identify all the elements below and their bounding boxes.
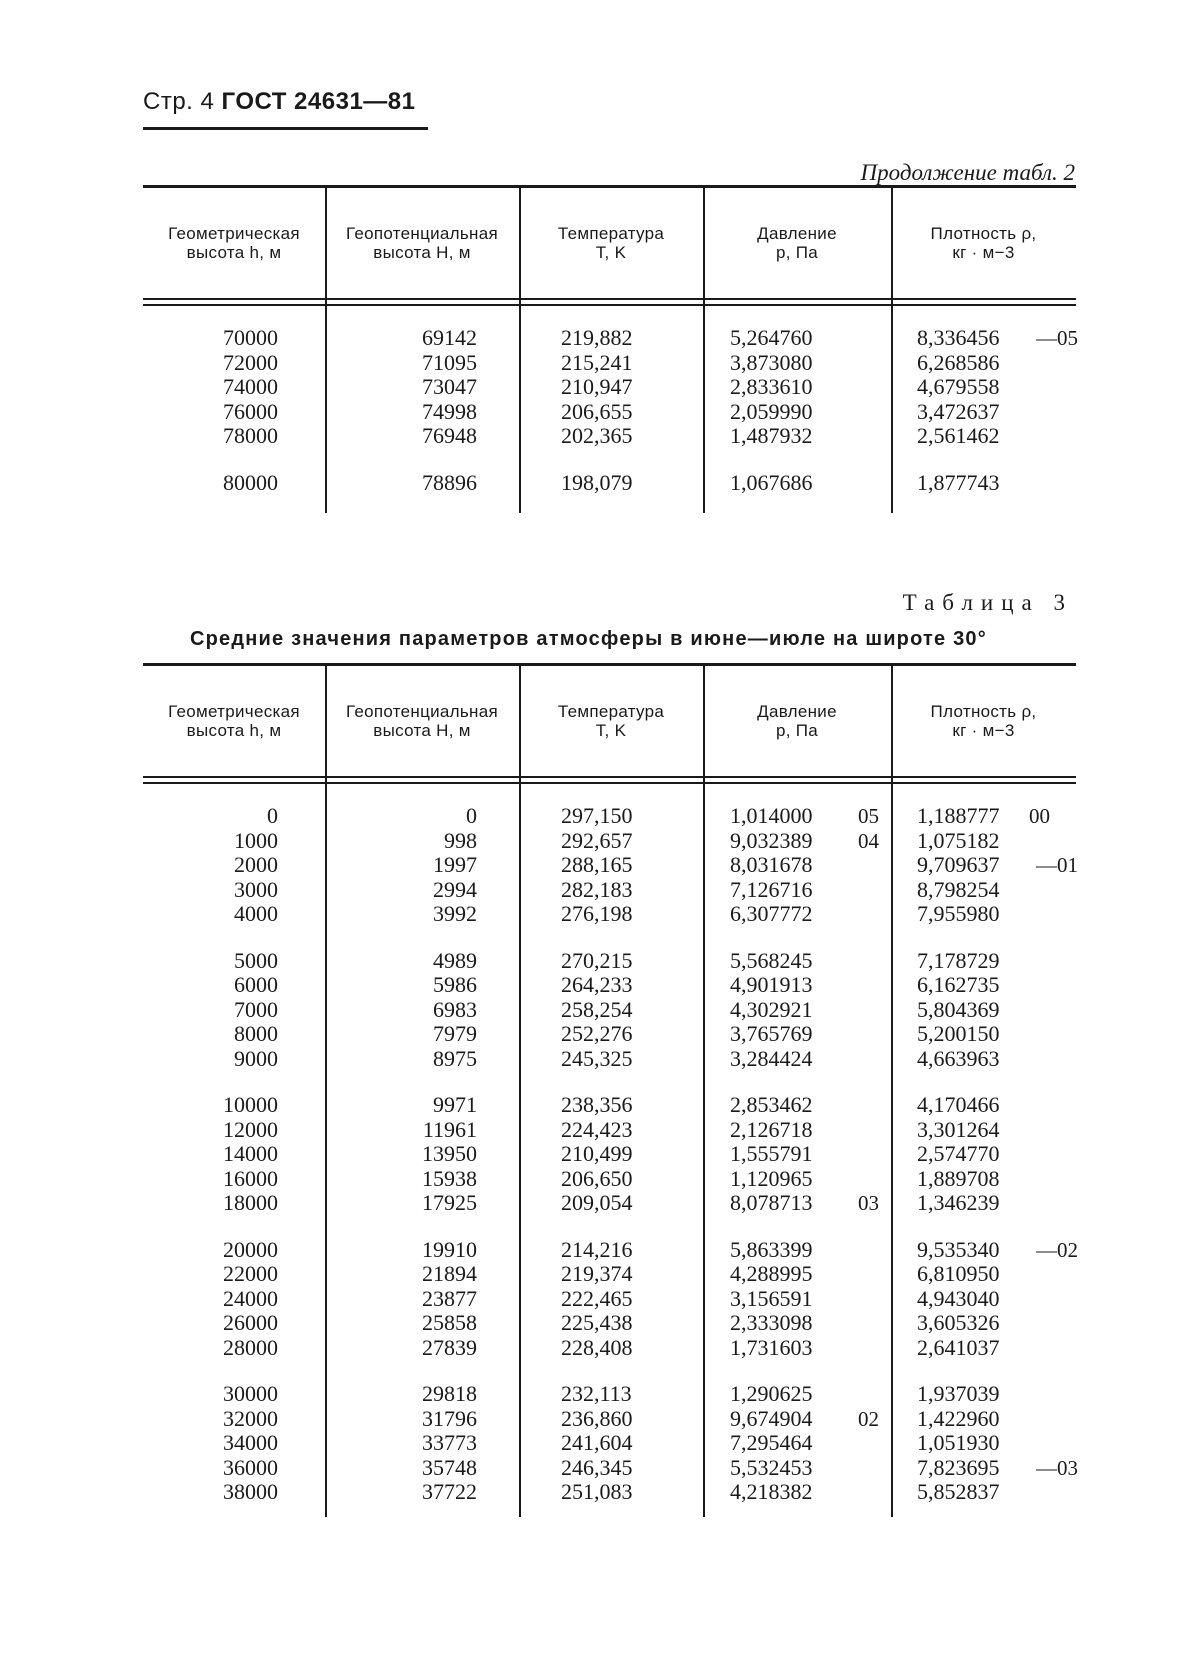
table-row <box>143 1382 1076 1407</box>
column-divider <box>519 185 521 513</box>
table-row <box>143 998 1076 1023</box>
cell-T: 288,165 <box>561 852 633 877</box>
cell-p: 3,284424 <box>730 1045 813 1071</box>
column-divider <box>891 663 893 1517</box>
cell-p: 5,264760 <box>730 325 813 350</box>
table-header-rule <box>143 298 1076 306</box>
cell-T: 210,499 <box>561 1141 633 1166</box>
column-header-line: высота H, м <box>373 243 471 262</box>
cell-rho: 1,422960 <box>917 1405 1000 1431</box>
cell-rhoe: —02 <box>1036 1237 1078 1262</box>
cell-p: 8,031678 <box>730 852 813 877</box>
cell-T: 232,113 <box>561 1381 632 1406</box>
cell-p: 1,731603 <box>730 1334 813 1360</box>
cell-rho: 4,170466 <box>917 1092 1000 1117</box>
cell-T: 236,860 <box>561 1405 633 1431</box>
cell-H: 29818 <box>422 1381 477 1406</box>
cell-p: 8,078713 <box>730 1190 813 1215</box>
cell-T: 282,183 <box>561 876 633 902</box>
cell-rho: 1,051930 <box>917 1430 1000 1455</box>
cell-H: 15938 <box>422 1165 477 1191</box>
header-rule <box>143 127 428 130</box>
table-header-rule <box>143 776 1076 784</box>
column-header-line: кг · м−3 <box>952 721 1015 740</box>
cell-H: 78896 <box>422 469 477 495</box>
cell-H: 69142 <box>422 325 477 350</box>
table2-continuation-label: Продолжение табл. 2 <box>860 160 1075 185</box>
column-header-pressure <box>703 188 891 298</box>
table-row <box>143 400 1076 425</box>
page-header <box>143 88 415 116</box>
cell-H: 73047 <box>422 374 477 399</box>
cell-pe: 05 <box>858 804 879 828</box>
table-row <box>143 471 1076 496</box>
table-row <box>143 1167 1076 1192</box>
table-row <box>143 1311 1076 1336</box>
cell-rho: 8,798254 <box>917 876 1000 902</box>
table3-label: Таблица 3 <box>902 590 1073 615</box>
column-header-temperature <box>519 188 703 298</box>
cell-p: 2,833610 <box>730 374 813 399</box>
table-row <box>143 1238 1076 1263</box>
cell-H: 0 <box>466 803 477 828</box>
table-row <box>143 902 1076 927</box>
column-header-line: Плотность ρ, <box>930 702 1037 721</box>
cell-h: 28000 <box>223 1334 278 1360</box>
cell-h: 14000 <box>223 1141 278 1166</box>
cell-h: 16000 <box>223 1165 278 1191</box>
cell-rho: 2,561462 <box>917 423 1000 448</box>
table-header <box>143 666 1076 776</box>
cell-p: 9,032389 <box>730 827 813 853</box>
cell-rho: 5,804369 <box>917 996 1000 1022</box>
standard-number: ГОСТ 24631—81 <box>221 88 416 115</box>
cell-h: 6000 <box>234 972 278 997</box>
cell-H: 998 <box>444 827 477 853</box>
cell-T: 292,657 <box>561 827 633 853</box>
cell-H: 23877 <box>422 1285 477 1311</box>
cell-T: 215,241 <box>561 349 633 375</box>
column-divider <box>519 663 521 1517</box>
column-header-line: Геопотенциальная <box>345 702 498 721</box>
table-row <box>143 1336 1076 1361</box>
cell-h: 18000 <box>223 1190 278 1215</box>
cell-T: 245,325 <box>561 1045 633 1071</box>
cell-H: 13950 <box>422 1141 477 1166</box>
column-header-line: p, Па <box>775 243 819 262</box>
cell-rho: 9,535340 <box>917 1236 1000 1262</box>
cell-H: 71095 <box>422 349 477 375</box>
cell-rho: 7,178729 <box>917 947 1000 973</box>
column-header-line: T, K <box>595 243 627 262</box>
table-row <box>143 973 1076 998</box>
cell-rhoe: 00 <box>1029 804 1050 828</box>
table-row <box>143 1191 1076 1216</box>
cell-rho: 4,679558 <box>917 374 1000 399</box>
cell-p: 1,555791 <box>730 1141 813 1166</box>
column-header-height-geometric <box>143 666 325 776</box>
cell-p: 2,126718 <box>730 1116 813 1142</box>
cell-p: 1,120965 <box>730 1165 813 1191</box>
cell-T: 206,655 <box>561 398 633 424</box>
cell-h: 5000 <box>234 947 278 973</box>
table-row <box>143 949 1076 974</box>
cell-T: 252,276 <box>561 1021 633 1046</box>
column-divider <box>325 185 327 513</box>
column-header-line: Геопотенциальная <box>345 224 498 243</box>
column-divider <box>325 663 327 1517</box>
cell-p: 4,901913 <box>730 972 813 997</box>
cell-rho: 7,955980 <box>917 901 1000 926</box>
cell-h: 30000 <box>223 1381 278 1406</box>
cell-H: 17925 <box>422 1190 477 1215</box>
column-header-density <box>891 188 1076 298</box>
cell-H: 1997 <box>433 852 477 877</box>
column-header-line: Давление <box>757 702 837 721</box>
table-row <box>143 1262 1076 1287</box>
cell-h: 36000 <box>223 1454 278 1480</box>
cell-h: 12000 <box>223 1116 278 1142</box>
cell-T: 258,254 <box>561 996 633 1022</box>
table-row <box>143 1407 1076 1432</box>
cell-rho: 8,336456 <box>917 325 1000 350</box>
cell-pe: 04 <box>858 828 879 853</box>
cell-p: 7,295464 <box>730 1430 813 1455</box>
cell-h: 9000 <box>234 1045 278 1071</box>
cell-T: 228,408 <box>561 1334 633 1360</box>
cell-p: 3,156591 <box>730 1285 813 1311</box>
cell-T: 209,054 <box>561 1190 633 1215</box>
cell-rho: 2,574770 <box>917 1141 1000 1166</box>
cell-rho: 3,301264 <box>917 1116 1000 1142</box>
cell-p: 4,302921 <box>730 996 813 1022</box>
cell-h: 72000 <box>223 349 278 375</box>
column-header-line: Температура <box>557 702 665 721</box>
cell-h: 32000 <box>223 1405 278 1431</box>
cell-rho: 7,823695 <box>917 1454 1000 1480</box>
column-header-height-geometric <box>143 188 325 298</box>
table-row <box>143 1118 1076 1143</box>
cell-p: 4,218382 <box>730 1479 813 1504</box>
cell-H: 3992 <box>433 901 477 926</box>
column-header-temperature <box>519 666 703 776</box>
cell-T: 251,083 <box>561 1479 633 1504</box>
column-header-line: Геометрическая <box>168 224 300 243</box>
cell-T: 276,198 <box>561 901 633 926</box>
cell-rho: 6,810950 <box>917 1261 1000 1286</box>
cell-pe: 03 <box>858 1191 879 1215</box>
cell-p: 1,290625 <box>730 1381 813 1406</box>
cell-rho: 4,943040 <box>917 1285 1000 1311</box>
cell-h: 76000 <box>223 398 278 424</box>
cell-T: 222,465 <box>561 1285 633 1311</box>
cell-H: 7979 <box>433 1021 477 1046</box>
cell-T: 238,356 <box>561 1092 633 1117</box>
cell-T: 246,345 <box>561 1454 633 1480</box>
cell-h: 26000 <box>223 1310 278 1335</box>
cell-T: 297,150 <box>561 803 633 828</box>
cell-rho: 1,937039 <box>917 1381 1000 1406</box>
cell-h: 80000 <box>223 469 278 495</box>
table-row <box>143 1431 1076 1456</box>
cell-H: 21894 <box>422 1261 477 1286</box>
table-row <box>143 1047 1076 1072</box>
cell-p: 6,307772 <box>730 901 813 926</box>
table-row <box>143 1480 1076 1505</box>
cell-T: 202,365 <box>561 423 633 448</box>
cell-H: 9971 <box>433 1092 477 1117</box>
table-row <box>143 1093 1076 1118</box>
cell-H: 11961 <box>422 1116 477 1142</box>
cell-rho: 6,268586 <box>917 349 1000 375</box>
cell-rho: 2,641037 <box>917 1334 1000 1360</box>
cell-H: 76948 <box>422 423 477 448</box>
column-header-density <box>891 666 1076 776</box>
column-header-line: высота h, м <box>186 721 282 740</box>
cell-h: 4000 <box>234 901 278 926</box>
cell-h: 7000 <box>234 996 278 1022</box>
cell-T: 270,215 <box>561 947 633 973</box>
column-header-line: Геометрическая <box>168 702 300 721</box>
cell-T: 206,650 <box>561 1165 633 1191</box>
cell-p: 1,487932 <box>730 423 813 448</box>
cell-p: 1,014000 <box>730 803 813 828</box>
table-row <box>143 1022 1076 1047</box>
cell-h: 70000 <box>223 325 278 350</box>
cell-H: 35748 <box>422 1454 477 1480</box>
table-row <box>143 829 1076 854</box>
cell-p: 2,853462 <box>730 1092 813 1117</box>
cell-h: 74000 <box>223 374 278 399</box>
cell-p: 7,126716 <box>730 876 813 902</box>
cell-H: 25858 <box>422 1310 477 1335</box>
cell-H: 74998 <box>422 398 477 424</box>
table-row <box>143 1456 1076 1481</box>
cell-h: 20000 <box>223 1236 278 1262</box>
cell-T: 224,423 <box>561 1116 633 1142</box>
cell-H: 5986 <box>433 972 477 997</box>
cell-T: 225,438 <box>561 1310 633 1335</box>
table-row <box>143 375 1076 400</box>
table-row <box>143 853 1076 878</box>
column-header-height-geopotential <box>325 666 519 776</box>
cell-h: 2000 <box>234 852 278 877</box>
cell-T: 214,216 <box>561 1236 633 1262</box>
cell-rho: 1,075182 <box>917 827 1000 853</box>
page-number: Стр. 4 <box>143 88 215 115</box>
table3-caption: Средние значения параметров атмосферы в июне—июле на широте 30° <box>190 628 987 650</box>
column-header-line: высота H, м <box>373 721 471 740</box>
cell-p: 3,765769 <box>730 1021 813 1046</box>
column-header-line: Плотность ρ, <box>930 224 1037 243</box>
table-row <box>143 351 1076 376</box>
cell-T: 219,374 <box>561 1261 633 1286</box>
cell-p: 5,863399 <box>730 1236 813 1262</box>
column-divider <box>703 663 705 1517</box>
table-body <box>143 306 1076 513</box>
column-header-line: T, K <box>595 721 627 740</box>
table-row <box>143 1287 1076 1312</box>
cell-rho: 1,889708 <box>917 1165 1000 1191</box>
cell-pe: 02 <box>858 1406 879 1431</box>
cell-H: 19910 <box>422 1236 477 1262</box>
cell-p: 1,067686 <box>730 469 813 495</box>
cell-H: 8975 <box>433 1045 477 1071</box>
cell-h: 34000 <box>223 1430 278 1455</box>
cell-h: 22000 <box>223 1261 278 1286</box>
table3 <box>143 663 1076 1517</box>
cell-H: 31796 <box>422 1405 477 1431</box>
table-body <box>143 784 1076 1517</box>
table-header <box>143 188 1076 298</box>
cell-p: 4,288995 <box>730 1261 813 1286</box>
cell-rho: 1,346239 <box>917 1190 1000 1215</box>
table-row <box>143 326 1076 351</box>
cell-h: 78000 <box>223 423 278 448</box>
cell-h: 0 <box>267 803 278 828</box>
column-header-line: Температура <box>557 224 665 243</box>
table-row <box>143 424 1076 449</box>
cell-T: 198,079 <box>561 469 633 495</box>
cell-p: 5,568245 <box>730 947 813 973</box>
cell-h: 8000 <box>234 1021 278 1046</box>
cell-H: 37722 <box>422 1479 477 1504</box>
cell-rho: 9,709637 <box>917 852 1000 877</box>
column-divider <box>703 185 705 513</box>
cell-rhoe: —01 <box>1036 853 1078 877</box>
cell-h: 24000 <box>223 1285 278 1311</box>
cell-h: 1000 <box>234 827 278 853</box>
column-header-height-geopotential <box>325 188 519 298</box>
cell-rho: 6,162735 <box>917 972 1000 997</box>
table2-continuation <box>143 185 1076 513</box>
column-header-pressure <box>703 666 891 776</box>
cell-h: 38000 <box>223 1479 278 1504</box>
cell-p: 9,674904 <box>730 1405 813 1431</box>
cell-p: 3,873080 <box>730 349 813 375</box>
cell-rho: 5,200150 <box>917 1021 1000 1046</box>
table-row <box>143 878 1076 903</box>
cell-h: 3000 <box>234 876 278 902</box>
table-row <box>143 1142 1076 1167</box>
cell-H: 4989 <box>433 947 477 973</box>
cell-rho: 4,663963 <box>917 1045 1000 1071</box>
cell-H: 27839 <box>422 1334 477 1360</box>
cell-p: 2,333098 <box>730 1310 813 1335</box>
cell-h: 10000 <box>223 1092 278 1117</box>
cell-rho: 1,188777 <box>917 803 1000 828</box>
cell-rhoe: —03 <box>1036 1455 1078 1480</box>
column-header-line: Давление <box>757 224 837 243</box>
cell-H: 33773 <box>422 1430 477 1455</box>
cell-H: 2994 <box>433 876 477 902</box>
cell-rho: 3,605326 <box>917 1310 1000 1335</box>
cell-T: 219,882 <box>561 325 633 350</box>
cell-rho: 1,877743 <box>917 469 1000 495</box>
column-header-line: p, Па <box>775 721 819 740</box>
column-divider <box>891 185 893 513</box>
cell-T: 210,947 <box>561 374 633 399</box>
cell-rho: 5,852837 <box>917 1479 1000 1504</box>
table-row <box>143 804 1076 829</box>
column-header-line: высота h, м <box>186 243 282 262</box>
cell-p: 5,532453 <box>730 1454 813 1480</box>
cell-T: 264,233 <box>561 972 633 997</box>
cell-T: 241,604 <box>561 1430 633 1455</box>
cell-H: 6983 <box>433 996 477 1022</box>
cell-rho: 3,472637 <box>917 398 1000 424</box>
column-header-line: кг · м−3 <box>952 243 1015 262</box>
cell-rhoe: —05 <box>1036 326 1078 350</box>
cell-p: 2,059990 <box>730 398 813 424</box>
